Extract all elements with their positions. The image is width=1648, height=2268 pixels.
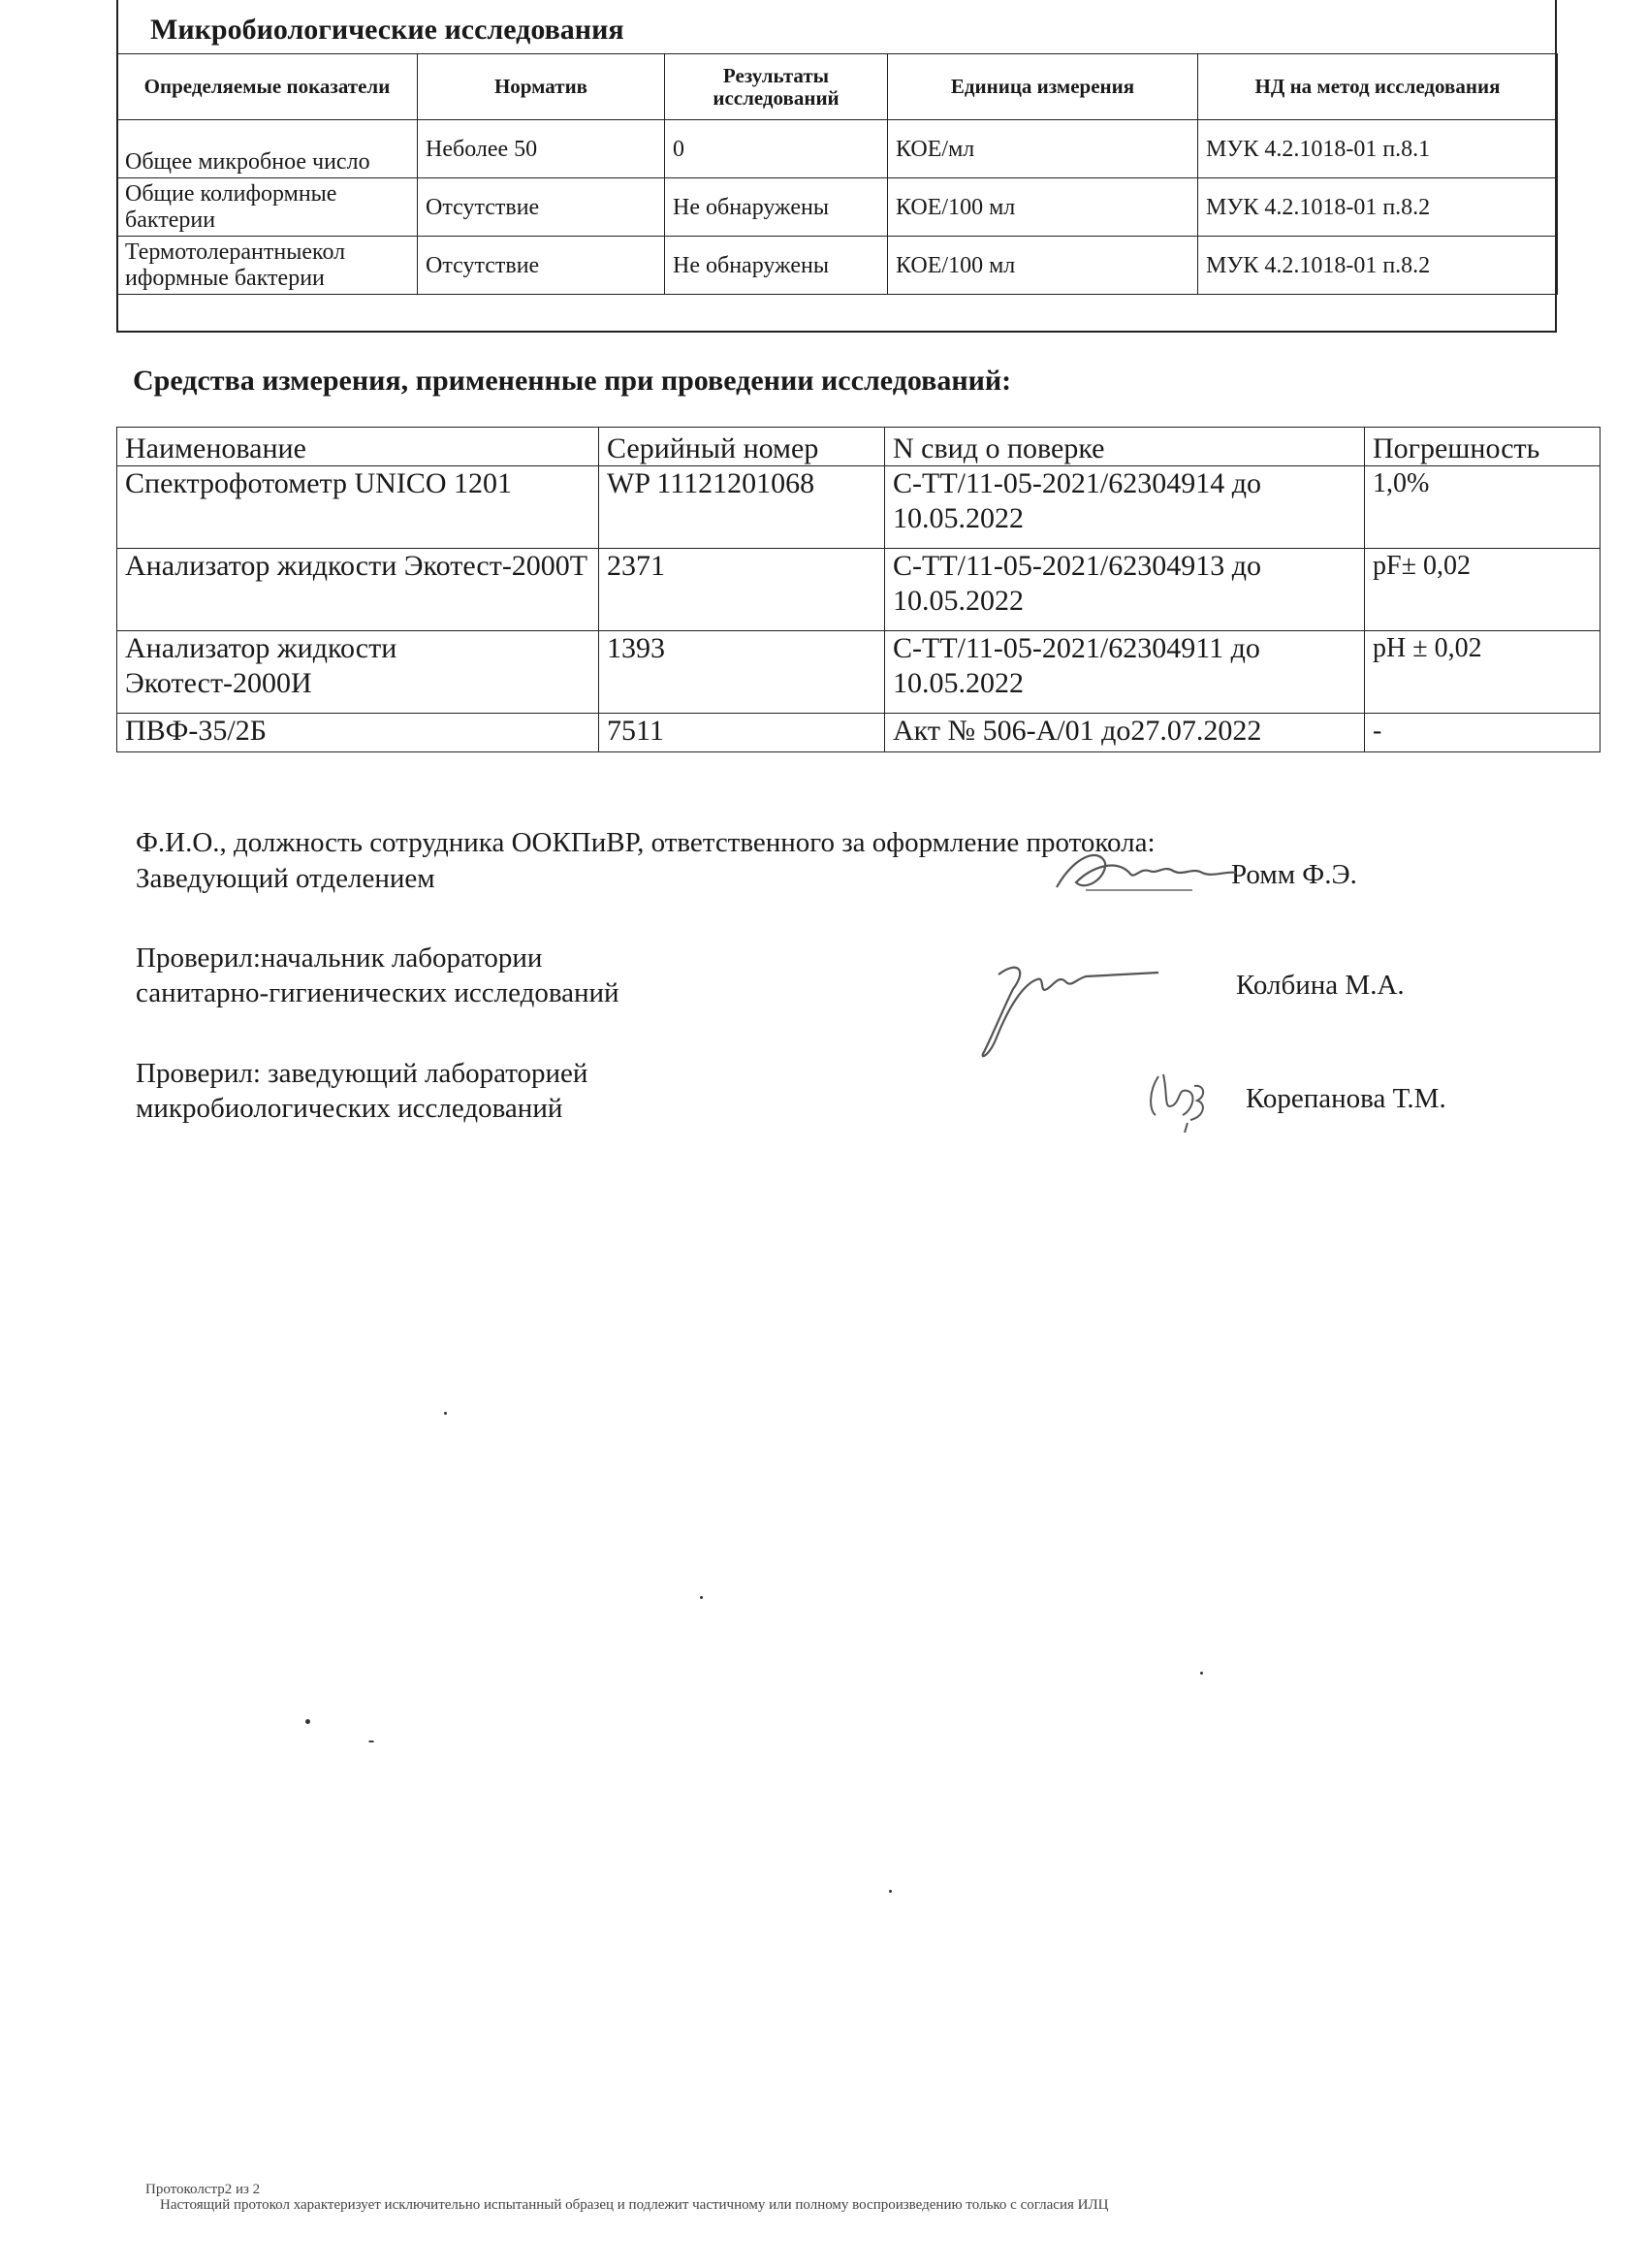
micro-header-cell: Норматив	[418, 54, 665, 120]
scan-speck	[700, 1596, 703, 1599]
scan-speck	[368, 1741, 374, 1742]
checker2-caption-line1: Проверил: заведующий лабораторией	[136, 1058, 588, 1089]
instruments-header-cell: Погрешность	[1365, 428, 1600, 466]
norm-cell: Неболее 50	[418, 120, 665, 178]
error-cell: pF± 0,02	[1365, 549, 1600, 631]
scan-speck	[889, 1890, 892, 1893]
verification-cell: С-ТТ/11-05-2021/62304913 до 10.05.2022	[885, 549, 1365, 631]
result-cell: Не обнаружены	[665, 178, 888, 237]
table-row	[117, 178, 1558, 237]
instrument-name-cell: Анализатор жидкости Экотест-2000Т	[117, 549, 599, 631]
indicator-cell: Общее микробное число	[117, 120, 418, 178]
table-row	[117, 714, 1600, 752]
scan-speck	[444, 1412, 447, 1415]
verification-cell: С-ТТ/11-05-2021/62304914 до 10.05.2022	[885, 466, 1365, 549]
indicator-cell: Термотолерантныекол иформные бактерии	[117, 237, 418, 295]
table-row	[117, 631, 1600, 714]
micro-results-table	[116, 53, 1558, 295]
instruments-section-title: Средства измерения, примененные при проведении исследований:	[133, 365, 1012, 397]
instruments-table	[116, 427, 1600, 752]
checker1-caption-line2: санитарно-гигиенических исследований	[136, 977, 619, 1008]
table-row	[117, 120, 1558, 178]
method-cell: МУК 4.2.1018-01 п.8.2	[1198, 237, 1558, 295]
unit-cell: КОЕ/100 мл	[888, 237, 1198, 295]
norm-cell: Отсутствие	[418, 237, 665, 295]
method-cell: МУК 4.2.1018-01 п.8.1	[1198, 120, 1558, 178]
table-row	[117, 237, 1558, 295]
serial-number-cell: 2371	[599, 549, 885, 631]
verification-cell: Акт № 506-А/01 до27.07.2022	[885, 714, 1365, 752]
responsible-name: Ромм Ф.Э.	[1231, 859, 1357, 890]
error-cell: -	[1365, 714, 1600, 752]
instruments-header-cell: Наименование	[117, 428, 599, 466]
instruments-header-cell: Серийный номер	[599, 428, 885, 466]
checker1-name: Колбина М.А.	[1236, 970, 1405, 1001]
responsible-position: Заведующий отделением	[136, 863, 435, 894]
serial-number-cell: WP 11121201068	[599, 466, 885, 549]
verification-cell: С-ТТ/11-05-2021/62304911 до 10.05.2022	[885, 631, 1365, 714]
micro-header-cell: Определяемые показатели	[117, 54, 418, 120]
checker2-caption-line2: микробиологических исследований	[136, 1093, 563, 1124]
scan-speck	[305, 1719, 310, 1724]
error-cell: 1,0%	[1365, 466, 1600, 549]
instrument-name-cell: Анализатор жидкости Экотест-2000И	[117, 631, 599, 714]
error-cell: pH ± 0,02	[1365, 631, 1600, 714]
table-row	[117, 466, 1600, 549]
micro-header-cell: Единица измерения	[888, 54, 1198, 120]
indicator-cell: Общие колиформные бактерии	[117, 178, 418, 237]
micro-header-cell: Результаты исследований	[665, 54, 888, 120]
responsible-caption: Ф.И.О., должность сотрудника ООКПиВР, ответственного за оформление протокола:	[136, 827, 1156, 858]
serial-number-cell: 1393	[599, 631, 885, 714]
result-cell: Не обнаружены	[665, 237, 888, 295]
instrument-name-cell: ПВФ-35/2Б	[117, 714, 599, 752]
unit-cell: КОЕ/100 мл	[888, 178, 1198, 237]
signature-korepanova-image	[1144, 1067, 1231, 1134]
signature-kolbina-image	[969, 955, 1163, 1062]
footer-page-number: Протоколстр2 из 2	[145, 2182, 261, 2197]
norm-cell: Отсутствие	[418, 178, 665, 237]
instrument-name-cell: Спектрофотометр UNICO 1201	[117, 466, 599, 549]
method-cell: МУК 4.2.1018-01 п.8.2	[1198, 178, 1558, 237]
table-row	[117, 549, 1600, 631]
micro-header-row	[117, 54, 1558, 120]
micro-header-cell: НД на метод исследования	[1198, 54, 1558, 120]
micro-section-title: Микробиологические исследования	[150, 14, 624, 46]
serial-number-cell: 7511	[599, 714, 885, 752]
result-cell: 0	[665, 120, 888, 178]
checker1-caption-line1: Проверил:начальник лаборатории	[136, 942, 543, 974]
instruments-header-cell: N свид о поверке	[885, 428, 1365, 466]
signature-romm-image	[1047, 844, 1241, 902]
unit-cell: КОЕ/мл	[888, 120, 1198, 178]
checker2-name: Корепанова Т.М.	[1246, 1083, 1446, 1114]
scan-speck	[1200, 1672, 1203, 1675]
instruments-header-row	[117, 428, 1600, 466]
footer-disclaimer: Настоящий протокол характеризует исключительно испытанный образец и подлежит частичному или полному воспроизведению только с согласия ИЛЦ	[160, 2197, 1109, 2213]
